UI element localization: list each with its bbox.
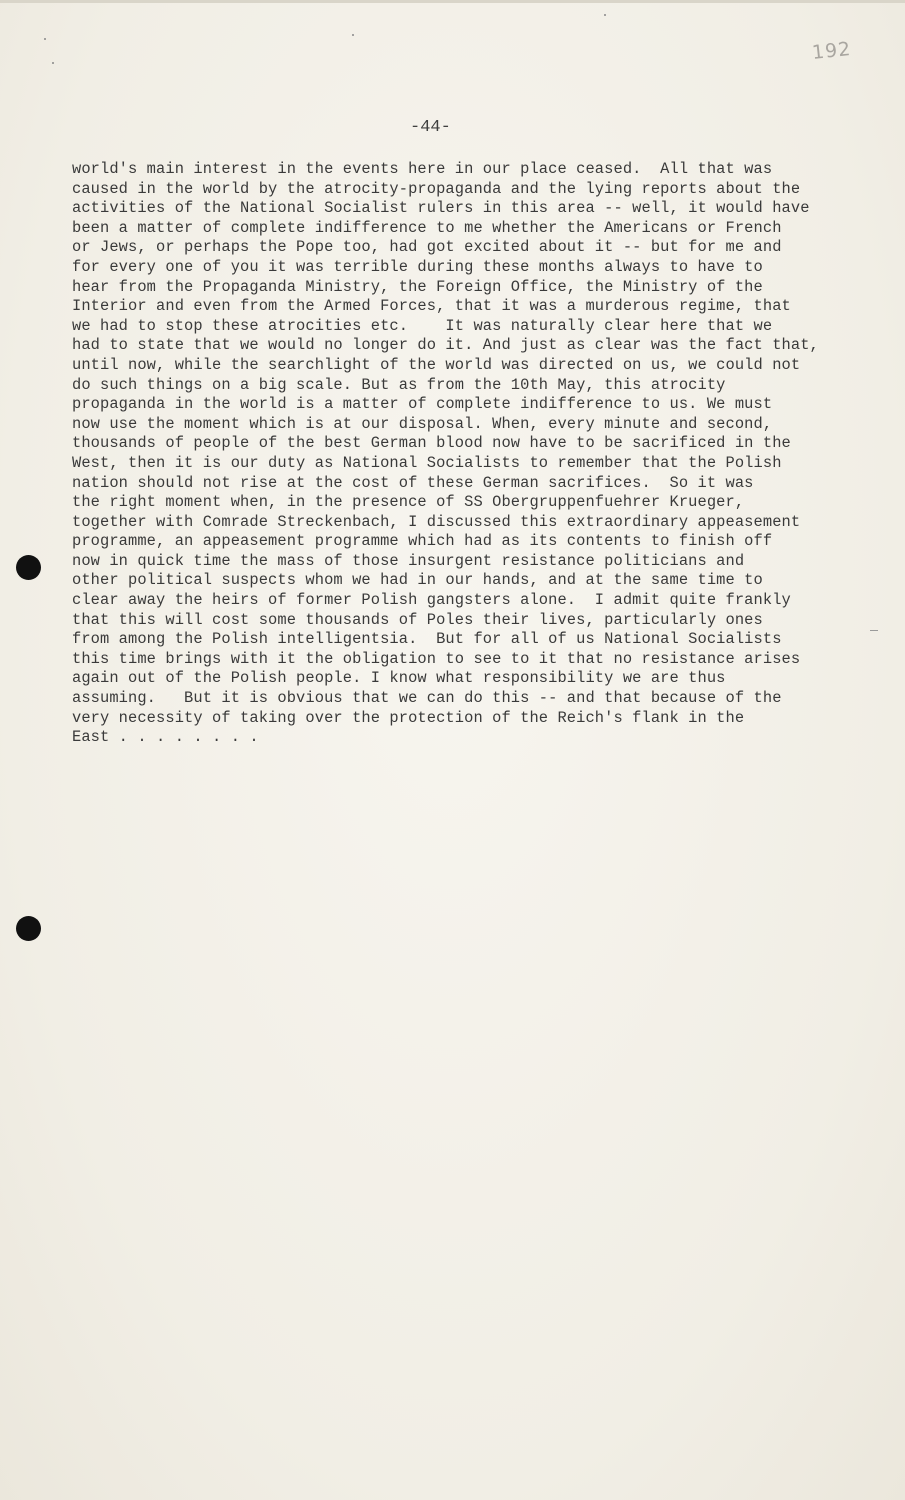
text-line: for every one of you it was terrible during these months always to have to (72, 257, 763, 276)
paper-speck (52, 62, 54, 64)
folio-mark: 192 (810, 38, 853, 64)
text-line: from among the Polish intelligentsia. But for all of us National Socialists (72, 630, 782, 649)
text-line: very necessity of taking over the protection of the Reich's flank in the (72, 708, 745, 727)
text-line: other political suspects whom we had in our hands, and at the same time to (72, 571, 763, 590)
text-line: activities of the National Socialist rulers in this area -- well, it would have (72, 199, 810, 218)
text-line: clear away the heirs of former Polish gangsters alone. I admit quite frankly (72, 591, 791, 610)
text-line: now use the moment which is at our disposal. When, every minute and second, (72, 414, 773, 433)
text-line: programme, an appeasement programme which had as its contents to finish off (72, 532, 773, 551)
text-line: nation should not rise at the cost of these German sacrifices. So it was (72, 473, 754, 492)
page-top-edge (0, 0, 905, 3)
text-line: assuming. But it is obvious that we can do this -- and that because of the (72, 689, 782, 708)
body-text (72, 160, 862, 748)
text-line: West, then it is our duty as National Socialists to remember that the Polish (72, 453, 782, 472)
text-line: do such things on a big scale. But as from the 10th May, this atrocity (72, 375, 726, 394)
text-line: that this will cost some thousands of Poles their lives, particularly ones (72, 610, 763, 629)
text-line: been a matter of complete indifference to me whether the Americans or French (72, 218, 782, 237)
text-line: caused in the world by the atrocity-propaganda and the lying reports about the (72, 179, 801, 198)
text-line: now in quick time the mass of those insurgent resistance politicians and (72, 551, 745, 570)
text-line: until now, while the searchlight of the world was directed on us, we could not (72, 355, 801, 374)
text-line: thousands of people of the best German blood now have to be sacrificed in the (72, 434, 791, 453)
paper-speck (44, 38, 46, 40)
text-line: propaganda in the world is a matter of complete indifference to us. We must (72, 395, 773, 414)
text-line: this time brings with it the obligation to see to it that no resistance arises (72, 649, 801, 668)
text-line: had to state that we would no longer do it. And just as clear was the fact that, (72, 336, 819, 355)
text-line: world's main interest in the events here in our place ceased. All that was (72, 160, 773, 178)
text-line: hear from the Propaganda Ministry, the Foreign Office, the Ministry of the (72, 277, 763, 296)
paper-speck (604, 14, 606, 16)
text-line: or Jews, or perhaps the Pope too, had got excited about it -- but for me and (72, 238, 782, 257)
punch-hole (16, 555, 41, 580)
text-line: we had to stop these atrocities etc. It was naturally clear here that we (72, 316, 773, 335)
punch-hole (16, 916, 41, 941)
text-line: East . . . . . . . . (72, 728, 259, 747)
text-line: Interior and even from the Armed Forces, that it was a murderous regime, that (72, 297, 791, 316)
page-number: -44- (410, 118, 451, 137)
text-line: the right moment when, in the presence of SS Obergruppenfuehrer Krueger, (72, 493, 745, 512)
margin-mark (870, 630, 878, 631)
paper-speck (352, 34, 354, 36)
text-line: together with Comrade Streckenbach, I discussed this extraordinary appeasement (72, 512, 801, 531)
text-line: again out of the Polish people. I know what responsibility we are thus (72, 669, 726, 688)
